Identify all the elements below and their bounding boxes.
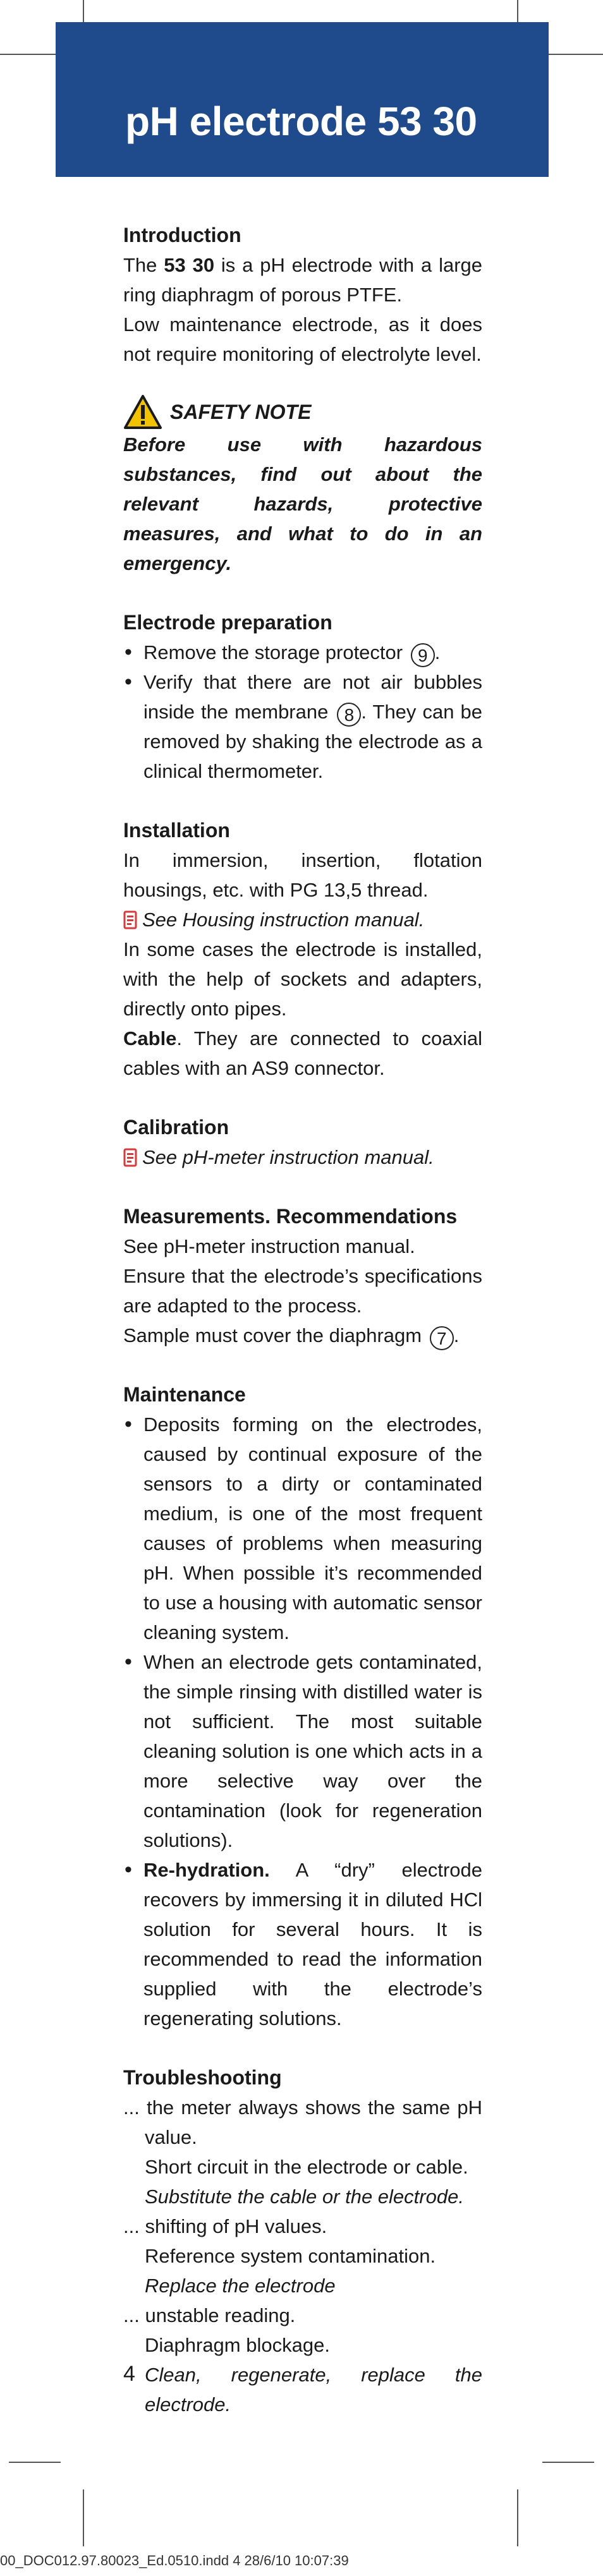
symptom: ... the meter always shows the same pH value. [123,2096,482,2148]
calibration-reference: See pH-meter instruction manual. [123,1142,482,1172]
manual-icon [123,910,137,929]
list-item: • Remove the storage protector 9 . [123,638,482,667]
crop-mark-bottom-right-horizontal [542,2462,594,2463]
troubleshooting-case [123,2093,482,2211]
measurements-heading: Measurements. Recommendations [123,1205,458,1228]
crop-mark-bottom-right-vertical [517,2489,518,2546]
troubleshooting-case [123,2301,482,2419]
maintenance-heading: Maintenance [123,1383,246,1406]
cause: Short circuit in the electrode or cable. [145,2156,468,2178]
list-item: • Re-hydration. A “dry” electrode recovers by immersing it in diluted HCl solution for several hours. It is recommended to read the information supplied with the electrode’s regenerating solutions. [123,1855,482,2033]
crop-mark-top-left-horizontal [0,54,60,55]
cause: Reference system contamination. [145,2245,436,2267]
list-item: • When an electrode gets contaminated, the simple rinsing with distilled water is not sufficient. The most suitable cleaning solution is one which acts in a more selective way over the contamination (look for regeneration solutions). [123,1647,482,1855]
page-title: pH electrode 53 30 [125,99,477,144]
introduction-text-2: Low maintenance electrode, as it does not require monitoring of electrolyte level. [123,313,482,365]
maintenance-list [123,1410,482,2033]
symptom: ... unstable reading. [123,2304,296,2326]
troubleshooting-case [123,2211,482,2301]
document-body [123,220,482,2448]
cause: Diaphragm blockage. [145,2334,330,2356]
installation-text-2: In some cases the electrode is installed, with the help of sockets and adapters, directly onto pipes. [123,938,482,1020]
installation-section [123,815,482,1083]
preparation-list [123,638,482,786]
troubleshooting-heading: Troubleshooting [123,2066,282,2089]
reference-number: 9 [411,643,435,667]
title-banner [56,22,549,177]
action: Clean, regenerate, replace the electrode. [145,2364,482,2416]
calibration-section [123,1112,482,1172]
product-number: 53 30 [164,254,215,276]
manual-icon [123,1148,137,1167]
installation-text-1: In immersion, insertion, flotation housings, etc. with PG 13,5 thread. [123,849,482,901]
page-number: 4 [123,2362,135,2386]
symptom: ... shifting of pH values. [123,2215,327,2237]
list-item: • Deposits forming on the electrodes, caused by continual exposure of the sensors to a dirty or contaminated medium, is one of the most frequent causes of problems when measuring pH. When possible it’s recommended to use a housing with automatic sensor cleaning system. [123,1410,482,1647]
safety-note-text: Before use with hazardous substances, find out about the relevant hazards, protective measures, and what to do in an emergency. [123,433,482,574]
crop-mark-bottom-left-vertical [83,2489,84,2546]
crop-mark-bottom-left-horizontal [9,2462,61,2463]
measurements-text-1: See pH-meter instruction manual. [123,1235,415,1257]
installation-reference: See Housing instruction manual. [123,905,482,934]
safety-note-label: SAFETY NOTE [170,400,312,423]
installation-heading: Installation [123,819,230,842]
maintenance-section [123,1379,482,2033]
list-item: • Verify that there are not air bubbles inside the membrane 8 . They can be removed by shaking the electrode as a clinical thermometer. [123,667,482,786]
preparation-section [123,607,482,786]
introduction-heading: Introduction [123,224,241,246]
reference-number: 7 [430,1326,454,1350]
reference-number: 8 [337,703,361,727]
troubleshooting-section [123,2062,482,2419]
action: Substitute the cable or the electrode. [145,2186,464,2208]
warning-triangle-icon [123,394,162,430]
preparation-heading: Electrode preparation [123,611,332,634]
measurements-text-3: Sample must cover the diaphragm 7 . [123,1321,482,1350]
safety-note-header [123,394,482,430]
crop-mark-top-right-horizontal [543,54,603,55]
introduction-text-1: The 53 30 is a pH electrode with a large ring diaphragm of porous PTFE. [123,254,483,306]
measurements-text-2: Ensure that the electrode’s specifications are adapted to the process. [123,1265,482,1317]
calibration-heading: Calibration [123,1116,229,1139]
safety-note [123,394,482,578]
action: Replace the electrode [145,2275,336,2297]
measurements-section [123,1201,482,1350]
print-slug: 00_DOC012.97.80023_Ed.0510.indd 4 28/6/10 10:07:39 [0,2553,349,2568]
introduction-section [123,220,482,369]
installation-cable-text: Cable. They are connected to coaxial cables with an AS9 connector. [123,1027,482,1079]
